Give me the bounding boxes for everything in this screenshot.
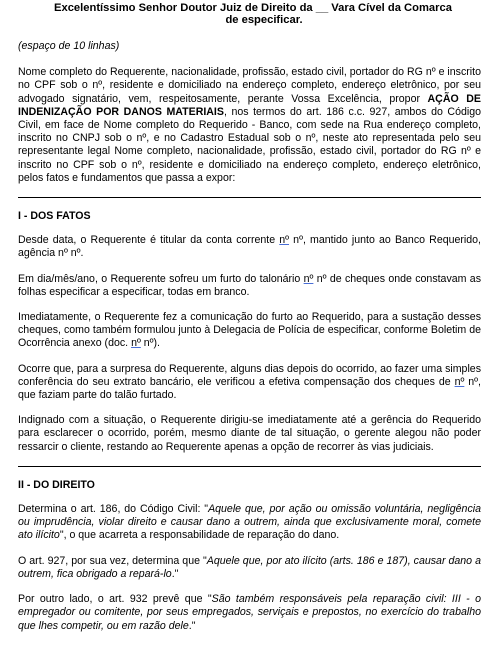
section-divider — [18, 197, 481, 198]
section-divider — [18, 466, 481, 467]
document-heading — [18, 2, 488, 26]
facts-paragraph-5: Indignado com a situação, o Requerente dirigiu-se imediatamente até a gerência do Requerido para esclarecer o ocorrido, porém, mesmo diante de tal situação, o gerente alegou não poder ressarcir o cliente, restando ao Requerente apenas a opção de recorrer às vias judiciais. — [18, 414, 481, 453]
facts-paragraph-4: Ocorre que, para a surpresa do Requerente, alguns dias depois do ocorrido, ao fazer uma simples conferência do seu extrato bancário, ele verificou a efetiva compensação dos cheques de nº nº, que faziam parte do talão furtado. — [18, 362, 481, 402]
heading-line-2: de especificar. — [225, 14, 303, 26]
law-paragraph-2: O art. 927, por sua vez, determina que "Aquele que, por ato ilícito (arts. 186 e 187), causar dano a outrem, fica obrigado a repará-lo." — [18, 554, 481, 580]
document-body — [18, 40, 481, 645]
section-title-law: II - DO DIREITO — [18, 478, 95, 491]
facts-paragraph-1: Desde data, o Requerente é titular da conta corrente nº nº, mantido junto ao Banco Requerido, agência nº nº. — [18, 234, 481, 260]
heading-line-1: Excelentíssimo Senhor Doutor Juiz de Direito da __ Vara Cível da Comarca — [54, 2, 452, 14]
facts-paragraph-3: Imediatamente, o Requerente fez a comunicação do furto ao Requerido, para a sustação desses cheques, como também formulou junto à Delegacia de Polícia de especificar, conforme Boletim de Ocorrência anexo (doc. nº nº). — [18, 311, 481, 350]
action-title: AÇÃO DE INDENIZAÇÃO POR DANOS MATERIAIS — [18, 92, 481, 118]
law-paragraph-1: Determina o art. 186, do Código Civil: "Aquele que, por ação ou omissão voluntária, negligência ou imprudência, violar direito e causar dano a outrem, ainda que exclusivamente moral, comete ato ilícito", o que acarreta a responsabilidade de reparação do dano. — [18, 503, 481, 542]
facts-paragraph-2: Em dia/mês/ano, o Requerente sofreu um furto do talonário nº nº de cheques onde constavam as folhas especificar a especificar, todas em branco. — [18, 272, 481, 298]
law-paragraph-3: Por outro lado, o art. 932 prevê que "São também responsáveis pela reparação civil: III - o empregador ou comitente, por seus empregados, serviçais e prepostos, no exercício do trabalho que lhes competir, ou em razão dele." — [18, 593, 481, 632]
section-title-facts: I - DOS FATOS — [18, 210, 91, 223]
intro-paragraph: Nome completo do Requerente, nacionalidade, profissão, estado civil, portador do RG nº e inscrito no CPF sob o nº, residente e domiciliado na endereço completo, endereço eletrônico, por seu advogado signatário, vem, respeitosamente, perante Vossa Excelência, propor AÇÃO DE INDENIZAÇÃO POR DANOS MATERIAIS, nos termos do art. 186 c.c. 927, ambos do Código Civil, em face de Nome completo do Requerido - Banco, com sede na Rua endereço completo, inscrito no CNPJ sob o nº, e no Cadastro Estadual sob o nº, neste ato representada pelo seu representante legal Nome completo, nacionalidade, profissão, estado civil, portador do RG nº e inscrito no CPF sob o nº, residente e domiciliado na endereço completo, endereço eletrônico, pelos fatos e fundamentos que passa a expor: — [18, 66, 481, 184]
spacing-note: (espaço de 10 linhas) — [18, 40, 120, 52]
